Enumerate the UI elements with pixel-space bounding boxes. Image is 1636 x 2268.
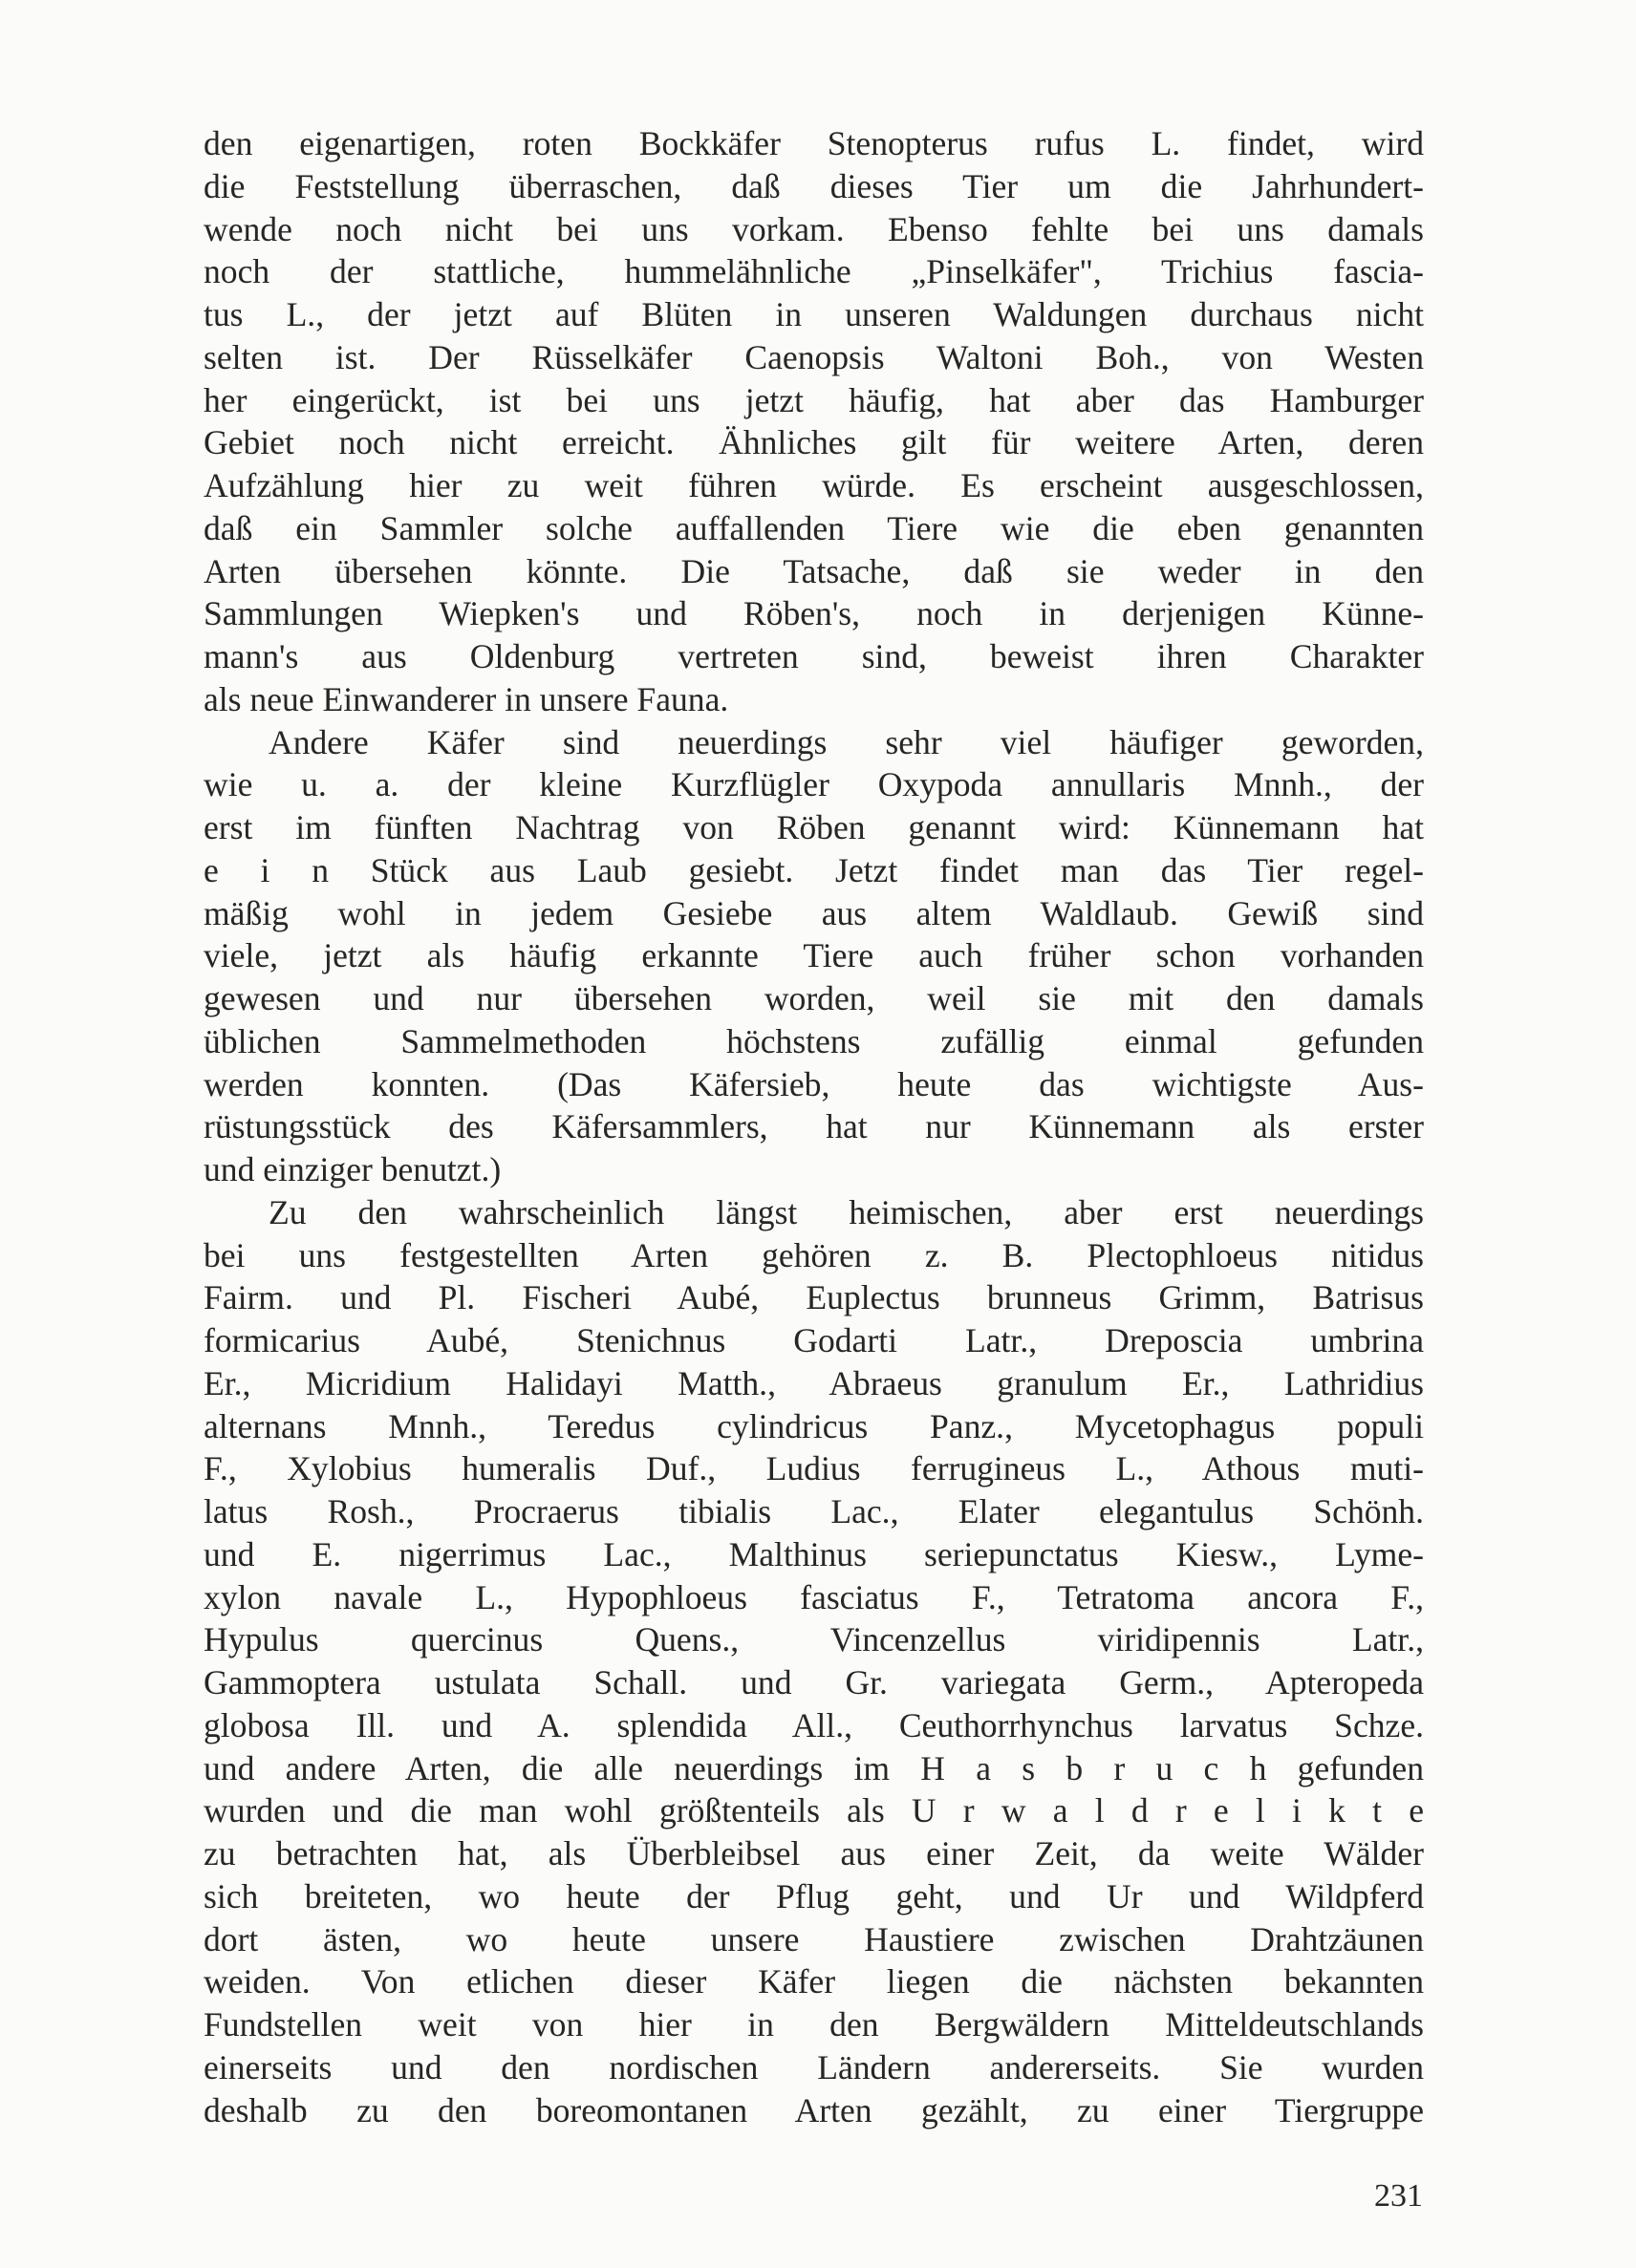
text-line: die Feststellung überraschen, daß dieses Tier um die Jahrhundert- — [204, 166, 1424, 205]
text-line: selten ist. Der Rüsselkäfer Caenopsis Waltoni Boh., von Westen — [204, 337, 1424, 376]
text-line: deshalb zu den boreomontanen Arten gezählt, zu einer Tiergruppe — [204, 2090, 1424, 2129]
text-line: noch der stattliche, hummelähnliche „Pinselkäfer", Trichius fascia- — [204, 252, 1424, 291]
text-line: latus Rosh., Procraerus tibialis Lac., Elater elegantulus Schönh. — [204, 1492, 1424, 1530]
text-line: Sammlungen Wiepken's und Röben's, noch in derjenigen Künne- — [204, 594, 1424, 633]
text-line: den eigenartigen, roten Bockkäfer Stenopterus rufus L. findet, wird — [204, 124, 1424, 162]
text-line: und einziger benutzt.) — [204, 1150, 502, 1188]
text-line: und andere Arten, die alle neuerdings im H a s b r u c h gefunden — [204, 1748, 1424, 1787]
text-line: wende noch nicht bei uns vorkam. Ebenso fehlte bei uns damals — [204, 209, 1424, 248]
text-line: alternans Mnnh., Teredus cylindricus Panz., Mycetophagus populi — [204, 1406, 1424, 1445]
text-line: xylon navale L., Hypophloeus fasciatus F., Tetratoma ancora F., — [204, 1577, 1424, 1616]
text-line: und E. nigerrimus Lac., Malthinus seriepunctatus Kiesw., Lyme- — [204, 1534, 1424, 1573]
text-line: weiden. Von etlichen dieser Käfer liegen die nächsten bekannten — [204, 1962, 1424, 2001]
text-line: als neue Einwanderer in unsere Fauna. — [204, 679, 729, 718]
text-line: her eingerückt, ist bei uns jetzt häufig, hat aber das Hamburger — [204, 380, 1424, 419]
text-line: einerseits und den nordischen Ländern andererseits. Sie wurden — [204, 2047, 1424, 2086]
text-line: F., Xylobius humeralis Duf., Ludius ferrugineus L., Athous muti- — [204, 1449, 1424, 1488]
text-line: gewesen und nur übersehen worden, weil sie mit den damals — [204, 979, 1424, 1017]
text-line: mäßig wohl in jedem Gesiebe aus altem Waldlaub. Gewiß sind — [204, 893, 1424, 932]
text-line: Er., Micridium Halidayi Matth., Abraeus granulum Er., Lathridius — [204, 1363, 1424, 1402]
text-line: Arten übersehen könnte. Die Tatsache, daß sie weder in den — [204, 551, 1424, 590]
text-line: Fairm. und Pl. Fischeri Aubé, Euplectus brunneus Grimm, Batrisus — [204, 1278, 1424, 1317]
text-line: wurden und die man wohl größtenteils als U r w a l d r e l i k t e — [204, 1791, 1424, 1830]
page-number: 231 — [1374, 2178, 1423, 2214]
text-line: Hypulus quercinus Quens., Vincenzellus viridipennis Latr., — [204, 1620, 1424, 1659]
body-text — [204, 122, 1424, 2131]
text-line: e i n Stück aus Laub gesiebt. Jetzt findet man das Tier regel- — [204, 850, 1424, 889]
text-line: formicarius Aubé, Stenichnus Godarti Latr., Dreposcia umbrina — [204, 1321, 1424, 1359]
text-line: bei uns festgestellten Arten gehören z. B. Plectophloeus nitidus — [204, 1235, 1424, 1274]
text-line: viele, jetzt als häufig erkannte Tiere auch früher schon vorhanden — [204, 936, 1424, 975]
text-line: daß ein Sammler solche auffallenden Tiere wie die eben genannten — [204, 508, 1424, 547]
text-line: Fundstellen weit von hier in den Bergwäldern Mitteldeutschlands — [204, 2005, 1424, 2043]
text-line: mann's aus Oldenburg vertreten sind, beweist ihren Charakter — [204, 637, 1424, 675]
text-line: rüstungsstück des Käfersammlers, hat nur Künnemann als erster — [204, 1107, 1424, 1146]
text-line: werden konnten. (Das Käfersieb, heute das wichtigste Aus- — [204, 1064, 1424, 1103]
text-line: Gammoptera ustulata Schall. und Gr. variegata Germ., Apteropeda — [204, 1663, 1424, 1701]
text-line: Gebiet noch nicht erreicht. Ähnliches gilt für weitere Arten, deren — [204, 423, 1424, 462]
text-line: dort ästen, wo heute unsere Haustiere zwischen Drahtzäunen — [204, 1919, 1424, 1958]
text-line: wie u. a. der kleine Kurzflügler Oxypoda annullaris Mnnh., der — [204, 765, 1424, 804]
paragraph-first-line: Andere Käfer sind neuerdings sehr viel häufiger geworden, — [269, 722, 1424, 761]
text-line: globosa Ill. und A. splendida All., Ceuthorrhynchus larvatus Schze. — [204, 1705, 1424, 1744]
text-line: tus L., der jetzt auf Blüten in unseren Waldungen durchaus nicht — [204, 295, 1424, 333]
text-line: zu betrachten hat, als Überbleibsel aus einer Zeit, da weite Wälder — [204, 1834, 1424, 1872]
paragraph-first-line: Zu den wahrscheinlich längst heimischen, aber erst neuerdings — [269, 1192, 1424, 1231]
text-line: sich breiteten, wo heute der Pflug geht, und Ur und Wildpferd — [204, 1876, 1424, 1915]
text-line: erst im fünften Nachtrag von Röben genannt wird: Künnemann hat — [204, 808, 1424, 846]
text-line: üblichen Sammelmethoden höchstens zufällig einmal gefunden — [204, 1021, 1424, 1060]
text-line: Aufzählung hier zu weit führen würde. Es erscheint ausgeschlossen, — [204, 466, 1424, 504]
